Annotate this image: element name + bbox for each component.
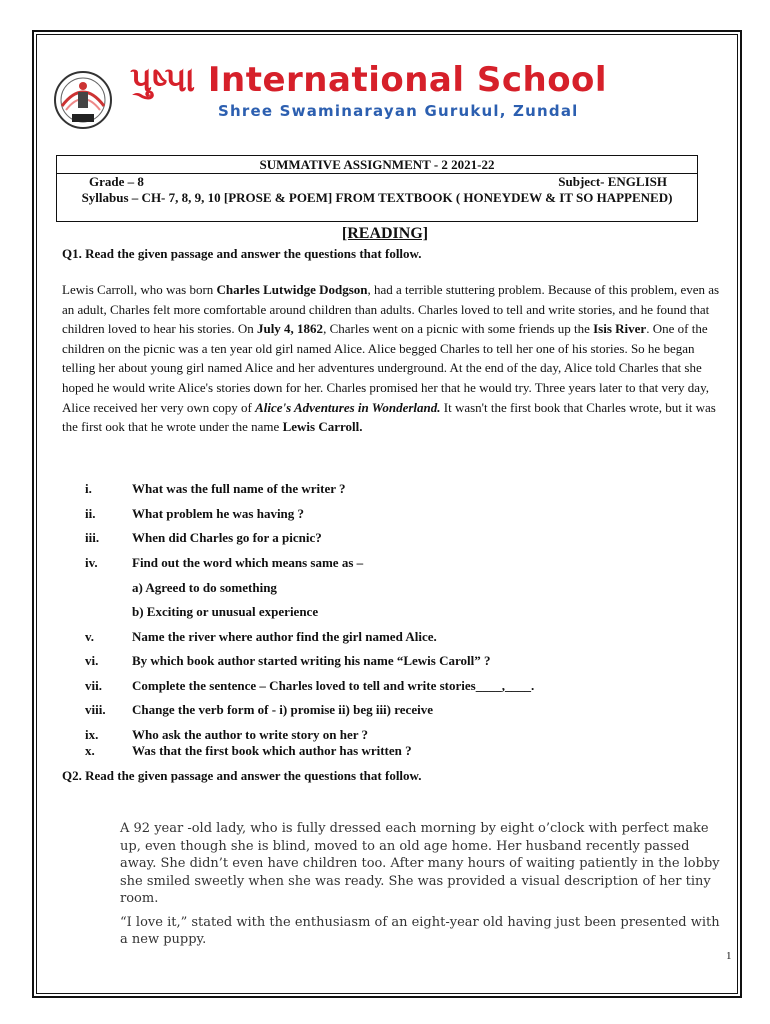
grade-label: Grade – 8: [89, 174, 144, 189]
subject-label: Subject- ENGLISH: [558, 174, 667, 189]
section-title: [READING]: [341, 225, 429, 242]
assignment-info-box: [56, 155, 698, 222]
school-name: પુષ્પા International School: [130, 60, 608, 100]
q2-paragraph: A 92 year -old lady, who is fully dressed each morning by eight o’clock with perfect make up, even though she is blind, moved to an old age home. Her husband recently passed away. She didn’t even have children too. After many hours of waiting patiently in the lobby she smiled sweetly when she was ready. She was provided a visual description of her tiny room.: [120, 821, 720, 906]
school-logo-icon: [50, 70, 116, 132]
assignment-title: SUMMATIVE ASSIGNMENT - 2 2021-22: [57, 157, 697, 174]
q2-heading: Q2. Read the given passage and answer the questions that follow.: [62, 768, 422, 783]
page-number: 1: [726, 950, 732, 962]
q2-paragraph: “I love it,” stated with the enthusiasm of an eight-year old having just been presented with a new puppy.: [120, 914, 720, 947]
q1-passage: Lewis Carroll, who was born Charles Lutwidge Dodgson, had a terrible stuttering problem. Because of this problem, even as an adult, Charles felt more comfortable around children than adults. Charles loved to tell and write stories, and he found that children loved to hear his stories. On July 4, 1862, Charles went on a picnic with some friends up the Isis River. One of the children on the picnic was a ten year old girl named Alice. Alice begged Charles to tell her one of his stories. So he began telling her about young girl named Alice and her adventures underground. At the end of the day, Alice told Charles that she hoped he would write Alice's stories down for her. Charles promised her that he would try. Three years later to that very day, Alice received her very own copy of Alice's Adventures in Wonderland. It wasn't the first book that Charles wrote, but it was the first ook that he wrote under the name Lewis Carroll.: [62, 282, 720, 435]
school-subtitle: Shree Swaminarayan Gurukul, Zundal: [218, 102, 579, 120]
syllabus-label: Syllabus – CH- 7, 8, 9, 10 [PROSE & POEM] FROM TEXTBOOK ( HONEYDEW & IT SO HAPPENED): [81, 190, 673, 205]
q2-passage: [120, 820, 724, 955]
q1-heading: Q1. Read the given passage and answer the questions that follow.: [62, 246, 422, 261]
